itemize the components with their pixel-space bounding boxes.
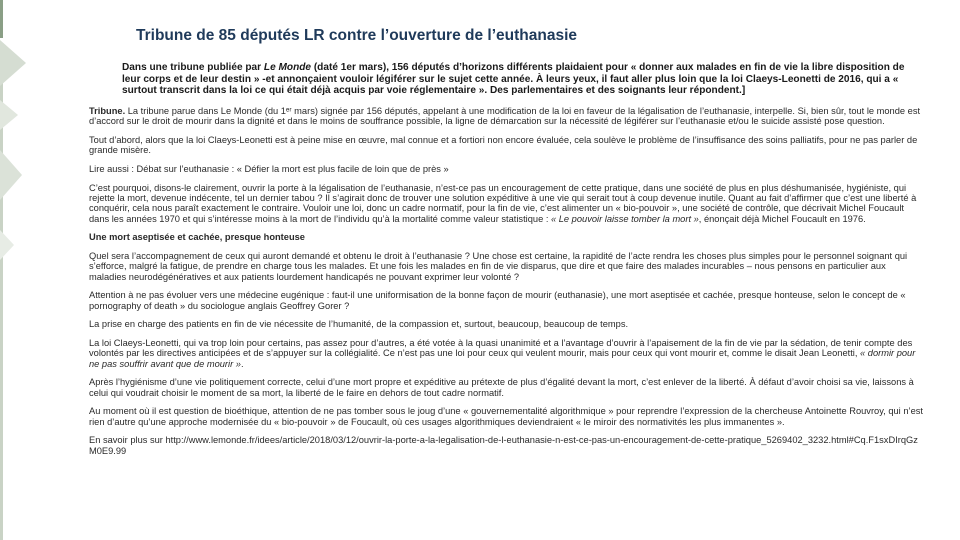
paragraph-1-label: Tribune. [89, 106, 126, 116]
intro-source: Le Monde [263, 62, 312, 73]
paragraph-8-end: . [240, 358, 244, 369]
decorative-side-shapes [0, 0, 30, 540]
intro-text-2: (daté 1er mars), 156 députés d’horizons différents plaidaient pour « donner aux malades en fin de vie la libre disposition de leur corps et de leur destin » -et annonçaient vouloir légiférer sur le sujet cette année. À leurs yeux, il faut aller plus loin que la loi Claeys-Leonetti de 2016, qui a « surtout transcrit dans la loi ce qui était déjà acquis par voie réglementaire ». Des parlementaires et des soignants leur répondent.] [122, 62, 905, 96]
paragraph-2: Tout d’abord, alors que la loi Claeys-Leonetti est à peine mise en œuvre, mal connue et a fortiori non encore évaluée, cela soulève le problème de l’insuffisance des soins palliatifs, pour ne pas parler de grande misère. [89, 135, 918, 156]
paragraph-4-quote: « Le pouvoir laisse tomber la mort » [551, 213, 699, 224]
triangle-shape-3 [0, 150, 22, 200]
paragraph-4-end: , énonçait déjà Michel Foucault en 1976. [698, 213, 866, 224]
paragraph-5: Quel sera l’accompagnement de ceux qui auront demandé et obtenu le droit à l’euthanasie ? Une chose est certaine, la rapidité de l’acte rendra les choses plus simples pour le personnel soignant qui s’efforce, malgré la fatigue, de prendre en charge tous les malades. Et une fois les malades en fin de vie disparus, que dire et que faire des malades incurables – nous pensons en particulier aux maladies neurodégénératives et aux patients lourdement handicapés ne pouvant exprimer leur volonté ? [89, 251, 908, 282]
paragraph-8-text: La loi Claeys-Leonetti, qui va trop loin pour certains, pas assez pour d’autres, a été votée à la quasi unanimité et a l’avantage d’ouvrir à l’apaisement de la fin de vie par la sédation, de tenir compte des volontés par les directives anticipées et de s’appuyer sur la collégialité. Ce n’est pas une loi pour ceux qui veulent mourir, mais pour ceux qui vont mourir et, comme le disait Jean Leonetti, [89, 338, 913, 359]
paragraph-1-text: La tribune parue dans Le Monde (du 1ᵉʳ mars) signée par 156 députés, appelant à une modification de la loi en faveur de la légalisation de l’euthanasie, interpelle. Si, bien sûr, tout le monde est d’accord sur le droit de mourir dans la dignité et dans le moins de souffrance possible, la ligne de démarcation sur la nécessité de légiférer sur l’euthanasie et/ou le suicide assisté pose question. [89, 106, 921, 127]
paragraph-1 [89, 106, 923, 127]
paragraph-10: Au moment où il est question de bioéthique, attention de ne pas tomber sous le joug d’une « gouvernementalité algorithmique » pour reprendre l’expression de la chercheuse Antoinette Rouvroy, qui n’est rien d’autre qu’une approche modernisée du « bio-pouvoir » de Foucault, où ces usages algorithmiques deviendraient « le miroir des normativités les plus immanentes ». [89, 406, 923, 427]
triangle-shape-4 [0, 230, 14, 260]
paragraph-7: La prise en charge des patients en fin de vie nécessite de l’humanité, de la compassion et, surtout, beaucoup, beaucoup de temps. [89, 319, 629, 330]
intro-paragraph [122, 62, 922, 97]
paragraph-4-text: C’est pourquoi, disons-le clairement, ouvrir la porte à la légalisation de l’euthanasie, n’est-ce pas un encouragement de cette pratique, dans une société de plus en plus déshumanisée, hygiéniste, qui rejette la mort, devenue indécente, tel un dernier tabou ? Il s’agirait donc de trouver une solution expéditive à une vie qui serait tout à coup devenue inutile. Quant au fait d’affirmer que c’est une liberté à conquérir, cela nous paraît exactement le contraire. Vouloir une loi, donc un cadre normatif, pour la fin de vie, c’est alimenter un « bio-pouvoir », une société de contrôle, que décrivait Michel Foucault dans les années 1970 et qui s’intéresse moins à la mort de l’individu qu’à la mortalité comme valeur statistique : [89, 182, 917, 224]
paragraph-8 [89, 338, 923, 369]
paragraph-9: Après l’hygiénisme d’une vie politiquement correcte, celui d’une mort propre et expéditive au prétexte de plus d’égalité devant la mort, c’est enlever de la liberté. À défaut d’avoir choisi sa vie, laissons à celui qui voudrait choisir le moment de sa mort, la liberté de le faire en dehors de tout cadre normatif. [89, 377, 914, 398]
paragraph-6: Attention à ne pas évoluer vers une médecine eugénique : faut-il une uniformisation de la bonne façon de mourir (euthanasie), une mort aseptisée et cachée, presque honteuse, selon le concept de « pornography of death » du sociologue anglais Geoffrey Gorer ? [89, 290, 906, 311]
source-link[interactable]: En savoir plus sur http://www.lemonde.fr/idees/article/2018/03/12/ouvrir-la-porte-a-la-legalisation-de-l-euthanasie-n-est-ce-pas-un-encouragement-de-cette-pratique_5269402_3232.html#Cq.F1sxDIrqGzM0E9.99 [89, 435, 918, 456]
paragraph-4 [89, 183, 923, 225]
triangle-shape-2 [0, 100, 18, 130]
read-also-link[interactable]: Lire aussi : Débat sur l’euthanasie : « Défier la mort est plus facile de loin que de près » [89, 164, 449, 174]
article-body [89, 106, 923, 464]
triangle-shape-1 [0, 40, 26, 86]
intro-text-1: Dans une tribune publiée par [122, 62, 264, 73]
slide-title: Tribune de 85 députés LR contre l’ouverture de l’euthanasie [136, 27, 577, 44]
paragraph-8-quote: « dormir pour ne pas souffrir avant que de mourir » [89, 348, 916, 369]
section-heading: Une mort aseptisée et cachée, presque honteuse [89, 232, 305, 243]
